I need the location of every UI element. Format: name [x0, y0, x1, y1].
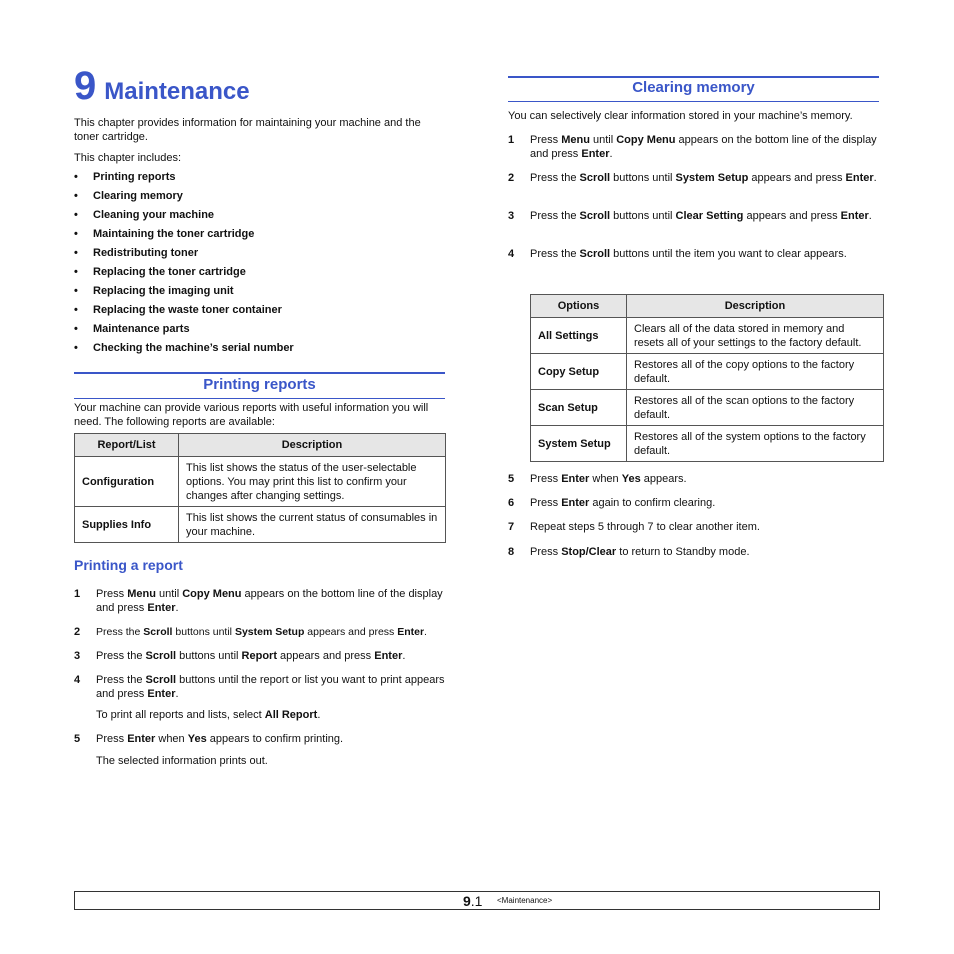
- step-number: 3: [508, 210, 515, 222]
- step-note: The selected information prints out.: [96, 755, 268, 767]
- table-cell: Scan Setup: [531, 390, 627, 426]
- includes-label: This chapter includes:: [74, 152, 181, 164]
- table-row: [75, 507, 446, 543]
- step-number: 1: [74, 588, 81, 600]
- chapter-intro: This chapter provides information for maintaining your machine and the toner cartridge.: [74, 117, 421, 143]
- section-heading-clearing-memory: Clearing memory: [508, 76, 879, 102]
- table-header: Options: [531, 295, 627, 318]
- step-number: 4: [508, 248, 515, 260]
- step-text: Press the Scroll buttons until the report or list you want to print appears and press Enter.: [96, 674, 445, 700]
- step-number: 3: [74, 650, 81, 662]
- step-number: 4: [74, 674, 81, 686]
- step-number: 5: [74, 733, 81, 745]
- table-row: [531, 354, 884, 390]
- chapter-heading: [74, 66, 250, 106]
- table-row: [75, 457, 446, 507]
- table-header: Report/List: [75, 434, 179, 457]
- toc-item[interactable]: • Maintaining the toner cartridge: [74, 227, 294, 246]
- step-number: 8: [508, 546, 515, 558]
- table-cell: Supplies Info: [75, 507, 179, 543]
- toc-item[interactable]: • Cleaning your machine: [74, 208, 294, 227]
- step-text: Press the Scroll buttons until System Setup appears and press Enter.: [96, 626, 427, 638]
- step-text: Press the Scroll buttons until Report appears and press Enter.: [96, 650, 406, 662]
- subheading-printing-a-report: Printing a report: [74, 557, 183, 573]
- toc-item[interactable]: • Checking the machine’s serial number: [74, 341, 294, 360]
- table-cell: Restores all of the copy options to the factory default.: [627, 354, 884, 390]
- step-number: 6: [508, 497, 515, 509]
- clearing-memory-intro: You can selectively clear information stored in your machine’s memory.: [508, 110, 853, 122]
- table-cell: Configuration: [75, 457, 179, 507]
- page-number: 9.1: [463, 893, 483, 909]
- chapter-number: 9: [74, 64, 97, 108]
- step-number: 2: [508, 172, 515, 184]
- toc-item[interactable]: • Replacing the toner cartridge: [74, 265, 294, 284]
- table-cell: This list shows the status of the user-selectable options. You may print this list to confirm your changes after changing settings.: [179, 457, 446, 507]
- toc-item[interactable]: • Clearing memory: [74, 189, 294, 208]
- step-text: Repeat steps 5 through 7 to clear another item.: [530, 521, 760, 533]
- table-cell: Restores all of the system options to the factory default.: [627, 426, 884, 462]
- step-text: Press Stop/Clear to return to Standby mode.: [530, 546, 750, 558]
- step-text: Press the Scroll buttons until the item you want to clear appears.: [530, 248, 847, 260]
- step-number: 1: [508, 134, 515, 146]
- step-text: Press Enter again to confirm clearing.: [530, 497, 716, 509]
- section-heading-printing-reports: Printing reports: [74, 372, 445, 399]
- table-cell: This list shows the current status of consumables in your machine.: [179, 507, 446, 543]
- step-text: Press Menu until Copy Menu appears on the bottom line of the display and press Enter.: [530, 134, 877, 160]
- table-cell: Copy Setup: [531, 354, 627, 390]
- toc-item[interactable]: • Redistributing toner: [74, 246, 294, 265]
- toc-item[interactable]: • Replacing the imaging unit: [74, 284, 294, 303]
- step-text: Press Menu until Copy Menu appears on the bottom line of the display and press Enter.: [96, 588, 443, 614]
- toc-item[interactable]: • Printing reports: [74, 170, 294, 189]
- step-note: To print all reports and lists, select All Report.: [96, 709, 321, 721]
- step-text: Press Enter when Yes appears.: [530, 473, 687, 485]
- table-cell: Clears all of the data stored in memory and resets all of your settings to the factory default.: [627, 318, 884, 354]
- step-text: Press the Scroll buttons until System Setup appears and press Enter.: [530, 172, 877, 184]
- page-footer: [74, 891, 880, 910]
- reports-table: [74, 433, 446, 543]
- step-text: Press the Scroll buttons until Clear Setting appears and press Enter.: [530, 210, 872, 222]
- table-row: [531, 390, 884, 426]
- table-cell: All Settings: [531, 318, 627, 354]
- step-text: Press Enter when Yes appears to confirm printing.: [96, 733, 344, 745]
- footer-chapter-name: <Maintenance>: [497, 896, 553, 905]
- table-header: Description: [179, 434, 446, 457]
- step-number: 5: [508, 473, 515, 485]
- toc-item[interactable]: • Maintenance parts: [74, 322, 294, 341]
- chapter-title: Maintenance: [104, 78, 250, 105]
- options-table: [530, 294, 884, 462]
- table-header: Description: [627, 295, 884, 318]
- table-row: [531, 318, 884, 354]
- chapter-toc: [74, 170, 294, 360]
- table-cell: System Setup: [531, 426, 627, 462]
- toc-item[interactable]: • Replacing the waste toner container: [74, 303, 294, 322]
- table-cell: Restores all of the scan options to the factory default.: [627, 390, 884, 426]
- table-row: [531, 426, 884, 462]
- step-number: 7: [508, 521, 515, 533]
- printing-reports-intro: Your machine can provide various reports with useful information you will need. The following reports are available:: [74, 402, 429, 428]
- step-number: 2: [74, 626, 81, 638]
